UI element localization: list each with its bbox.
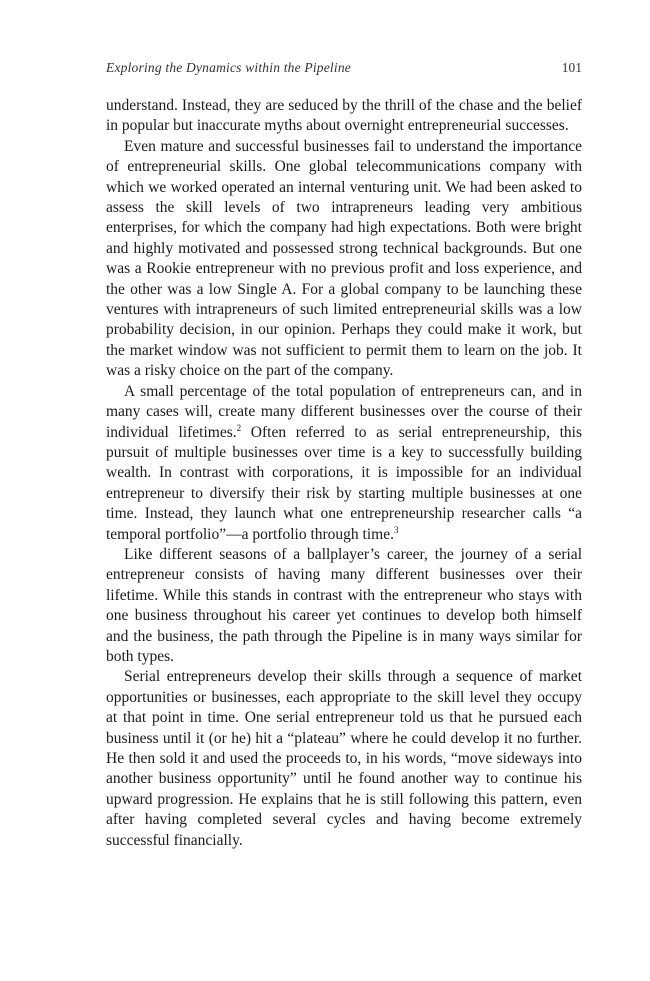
paragraph: understand. Instead, they are seduced by the thrill of the chase and the belief in popular but inaccurate myths about overnight entrepreneurial successes. [106,97,582,135]
book-page [106,60,582,851]
running-head [106,60,582,76]
footnote-marker: 2 [236,422,242,433]
paragraph: Even mature and successful businesses fail to understand the importance of entrepreneurial skills. One global telecommunications company with which we worked operated an internal venturing unit. We had been asked to assess the skill levels of two intrapreneurs leading very ambitious enterprises, for which the company had high expectations. Both were bright and highly motivated and possessed strong technical backgrounds. But one was a Rookie entrepreneur with no previous profit and loss experience, and the other was a low Single A. For a global company to be launching these ventures with intrapreneurs of such limited entrepreneurial skills was a low probability decision, in our opinion. Perhaps they could make it work, but the market window was not sufficient to permit them to learn on the job. It was a risky choice on the part of the company. [106,137,582,380]
paragraph [106,382,582,545]
running-title: Exploring the Dynamics within the Pipeline [106,60,351,75]
paragraph-text: Often referred to as serial entrepreneurship, this pursuit of multiple businesses over time is a key to successfully building wealth. In contrast with corporations, it is impossible for an individual entrepreneur to diversify their risk by starting multiple businesses at one time. Instead, they launch what one entrepreneurship researcher calls “a temporal portfolio”—a portfolio through time. [106,423,582,543]
page-number: 101 [561,60,582,75]
paragraph: Serial entrepreneurs develop their skills through a sequence of market opportunities or businesses, each appropriate to the skill level they occupy at that point in time. One serial entrepreneur told us that he pursued each business until it (or he) hit a “plateau” where he could develop it no further. He then sold it and used the proceeds to, in his words, “move sideways into another business opportunity” until he found another way to continue his upward progression. He explains that he is still following this pattern, even after having completed several cycles and having become extremely successful financially. [106,668,582,849]
paragraph-text: A small percentage of the total population of entrepreneurs can, and in many cases will, create many different businesses over the course of their individual lifetimes. [106,382,582,441]
paragraph: Like different seasons of a ballplayer’s career, the journey of a serial entrepreneur consists of having many different businesses over their lifetime. While this stands in contrast with the entrepreneur who stays with one business throughout his career yet continues to develop both himself and the business, the path through the Pipeline is in many ways similar for both types. [106,545,582,665]
footnote-marker: 3 [393,524,399,535]
body-text [106,96,582,851]
